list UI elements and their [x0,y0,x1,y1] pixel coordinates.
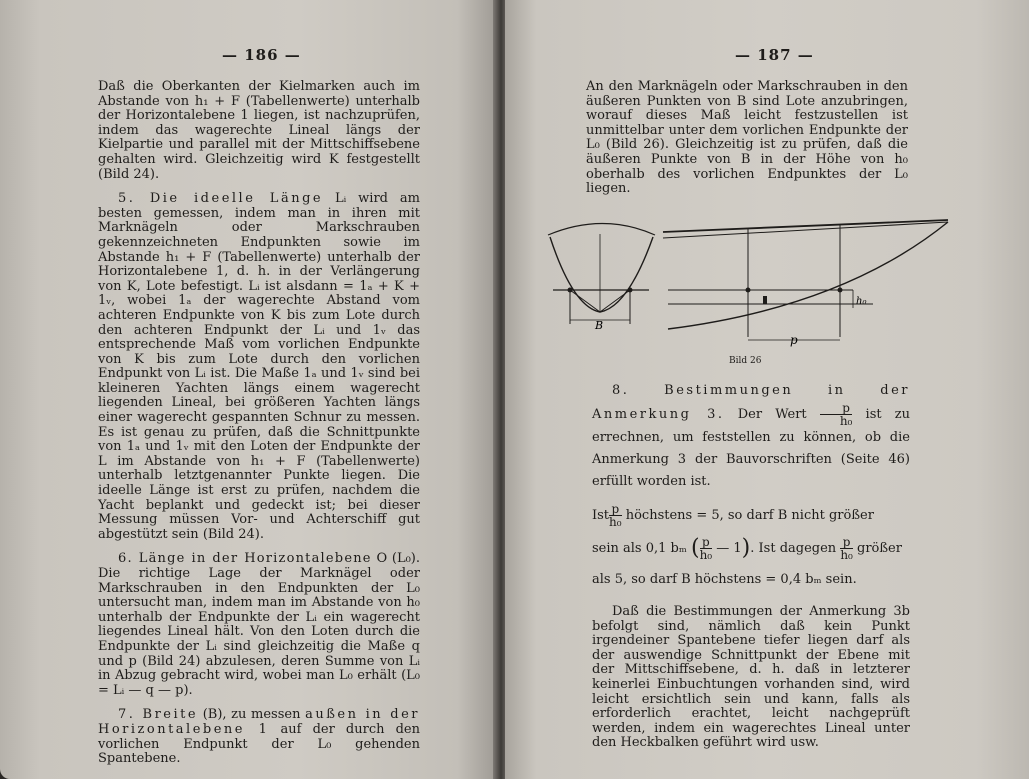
hull-section-curve [548,224,655,236]
label-h0: h₀ [856,296,867,307]
paragraph-8-text-a: Der Wert [724,407,820,422]
right-page [505,0,1029,779]
left-paragraph-1: Daß die Oberkanten der Kielmarken auch im Abstande von h₁ + F (Tabellenwerte) unterhalb der Horizontalebene 1 liegen, ist nachzuprüfen, indem das wagerechte Lineal längs der Kielpartie und parallel mit der Mittschiffsebene gehalten wird. Gleichzeitig wird K festgestellt (Bild 24). [98,79,420,182]
label-B: B [595,319,604,332]
formula-2-pre: sein als 0,1 bₘ [592,541,687,556]
heading-laenge-horizontalebene: 6. Länge in der Horizontalebene [118,551,372,567]
fraction-numerator: p [820,402,853,415]
formula-line-2: sein als 0,1 bₘ ( $\frac{p}{\text{h₀}}$ — 1). Ist dagegen $\frac{p}{\text{h₀}}$ größer [592,535,902,562]
hull-profile [668,222,948,329]
page-number-left: — 186 — [222,46,301,64]
heading-bestimmungen: 8. Bestimmungen in der Anmerkung 3. [592,383,910,422]
left-paragraph-7-mid: (B), zu messen [198,707,306,723]
formula-1-post: höchstens = 5, so darf B nicht größer [621,508,874,523]
formula-line-1 [592,503,910,528]
formula-1-pre: Ist [592,508,610,523]
formula-2-minus: — 1 [712,541,742,556]
right-page-text-top [586,80,908,207]
right-page-text-bottom [592,380,910,761]
left-paragraph-6-body: O (L₀). Die richtige Lage der Marknägel oder Markschrauben in den Endpunkten der L₀ untersucht man, indem man im Abstande von h₀ unterhalb der Endpunkte der Lᵢ ein wagerecht liegendes Lineal hält. Von den Loten durch die Endpunkte der Lᵢ sind gleichzeitig die Maße q und p (Bild 24) abzulesen, deren Summe von Lᵢ in Abzug gebracht wird, wobei man L₀ erhält (L₀ = Lᵢ — q — p). [98,551,420,698]
fraction-denominator: h₀ [609,515,622,529]
left-paragraph-6 [98,552,420,698]
left-paragraph-7-body: auf der durch den vorlichen Endpunkt der L₀ gehenden Spantebene. [98,721,420,767]
heading-ideelle-laenge: 5. Die ideelle Länge [118,191,324,207]
heading-aussen-horizontalebene: außen in der Horizontalebene 1 [98,707,420,737]
left-page [0,0,497,779]
left-paragraph-5-body: Lᵢ wird am besten gemessen, indem man in ihren mit Marknägeln oder Markschrauben gekennzeichneten Endpunkten sowie im Abstande h₁ + F (Tabellenwerte) unterhalb der Horizontalebene 1, d. h. in der Verlängerung von K, Lote befestigt. Lᵢ ist alsdann = 1ₐ + K + 1ᵥ, wobei 1ₐ der wagerechte Abstand vom achteren Endpunkte von K bis zum Lote durch den achteren Endpunkt der Lᵢ und 1ᵥ das entsprechende Maß vom vorlichen Endpunkte von K bis zum Lote durch den vorlichen Endpunkt von Lᵢ ist. Die Maße 1ₐ und 1ᵥ sind bei kleineren Yachten längs einem wagerecht liegenden Lineal, bei größeren Yachten längs einer wagerecht gespannten Schnur zu messen. Es ist genau zu prüfen, daß die Schnittpunkte von 1ₐ und 1ᵥ mit den Loten der Endpunkte der L im Abstande von h₁ + F (Tabellenwerte) unterhalb letztgenannter Punkte liegen. Die ideelle Länge ist erst zu prüfen, nachdem die Yacht beplankt und gedeckt ist; bei dieser Messung müssen Vor- und Achterschiff gut abgestützt sein (Bild 24). [98,191,420,542]
fraction-numerator: p [609,503,622,516]
fraction-p-h0-4 [840,536,853,561]
fraction-p-h0-2 [609,503,622,528]
right-paragraph-9: Daß die Bestimmungen der Anmerkung 3b befolgt sind, nämlich daß kein Punkt irgendeiner Spantebene tiefer liegen darf als der auswendige Schnittpunkt der Ebene mit der Mittschiffsebene, d. h. daß in letzterer keinerlei Einbuchtungen vorhanden sind, wird leicht ersichtlich sein und kann, falls als erforderlich erachtet, leicht nachgeprüft werden, indem ein wagerechtes Lineal unter den Heckbalken geführt wird usw. [592,604,910,751]
fraction-denominator: h₀ [699,548,713,562]
fraction-denominator: h₀ [839,414,853,428]
left-paragraph-5 [98,192,420,542]
fraction-numerator: p [840,536,853,549]
formula-2-post: größer [852,541,902,556]
formula-line-3: als 5, so darf B höchstens = 0,4 bₘ sein. [592,572,857,587]
fraction-denominator: h₀ [840,548,853,562]
hull-section-bottom [550,237,653,312]
figure-bild-26 [543,212,953,352]
right-paragraph-1: An den Marknägeln oder Markschrauben in den äußeren Punkten von B sind Lote anzubringen, worauf dieses Maß leicht festzustellen ist unmittelbar unter dem vorlichen Endpunkte der L₀ (Bild 26). Gleichzeitig ist zu prüfen, daß die äußeren Punkte von B in der Höhe von h₀ oberhalb des vorlichen Endpunktes der L₀ liegen. [586,79,908,197]
left-paragraph-7 [98,708,420,766]
fraction-p-h0 [820,402,853,427]
figure-caption: Bild 26 [729,356,762,366]
fraction-numerator: p [700,536,713,549]
heading-breite: 7. Breite [118,707,199,723]
fraction-p-h0-3 [700,536,713,561]
label-p: p [790,333,798,347]
right-paragraph-8 [592,380,910,493]
page-number-right: — 187 — [735,46,814,64]
left-page-text [98,80,420,777]
formula-2-mid: . Ist dagegen [750,541,841,556]
paragraph-8-text-b: ist zu errechnen, um feststellen zu können, ob die Anmerkung 3 der Bauvorschriften (Seite 46) erfüllt worden ist. [592,407,910,489]
